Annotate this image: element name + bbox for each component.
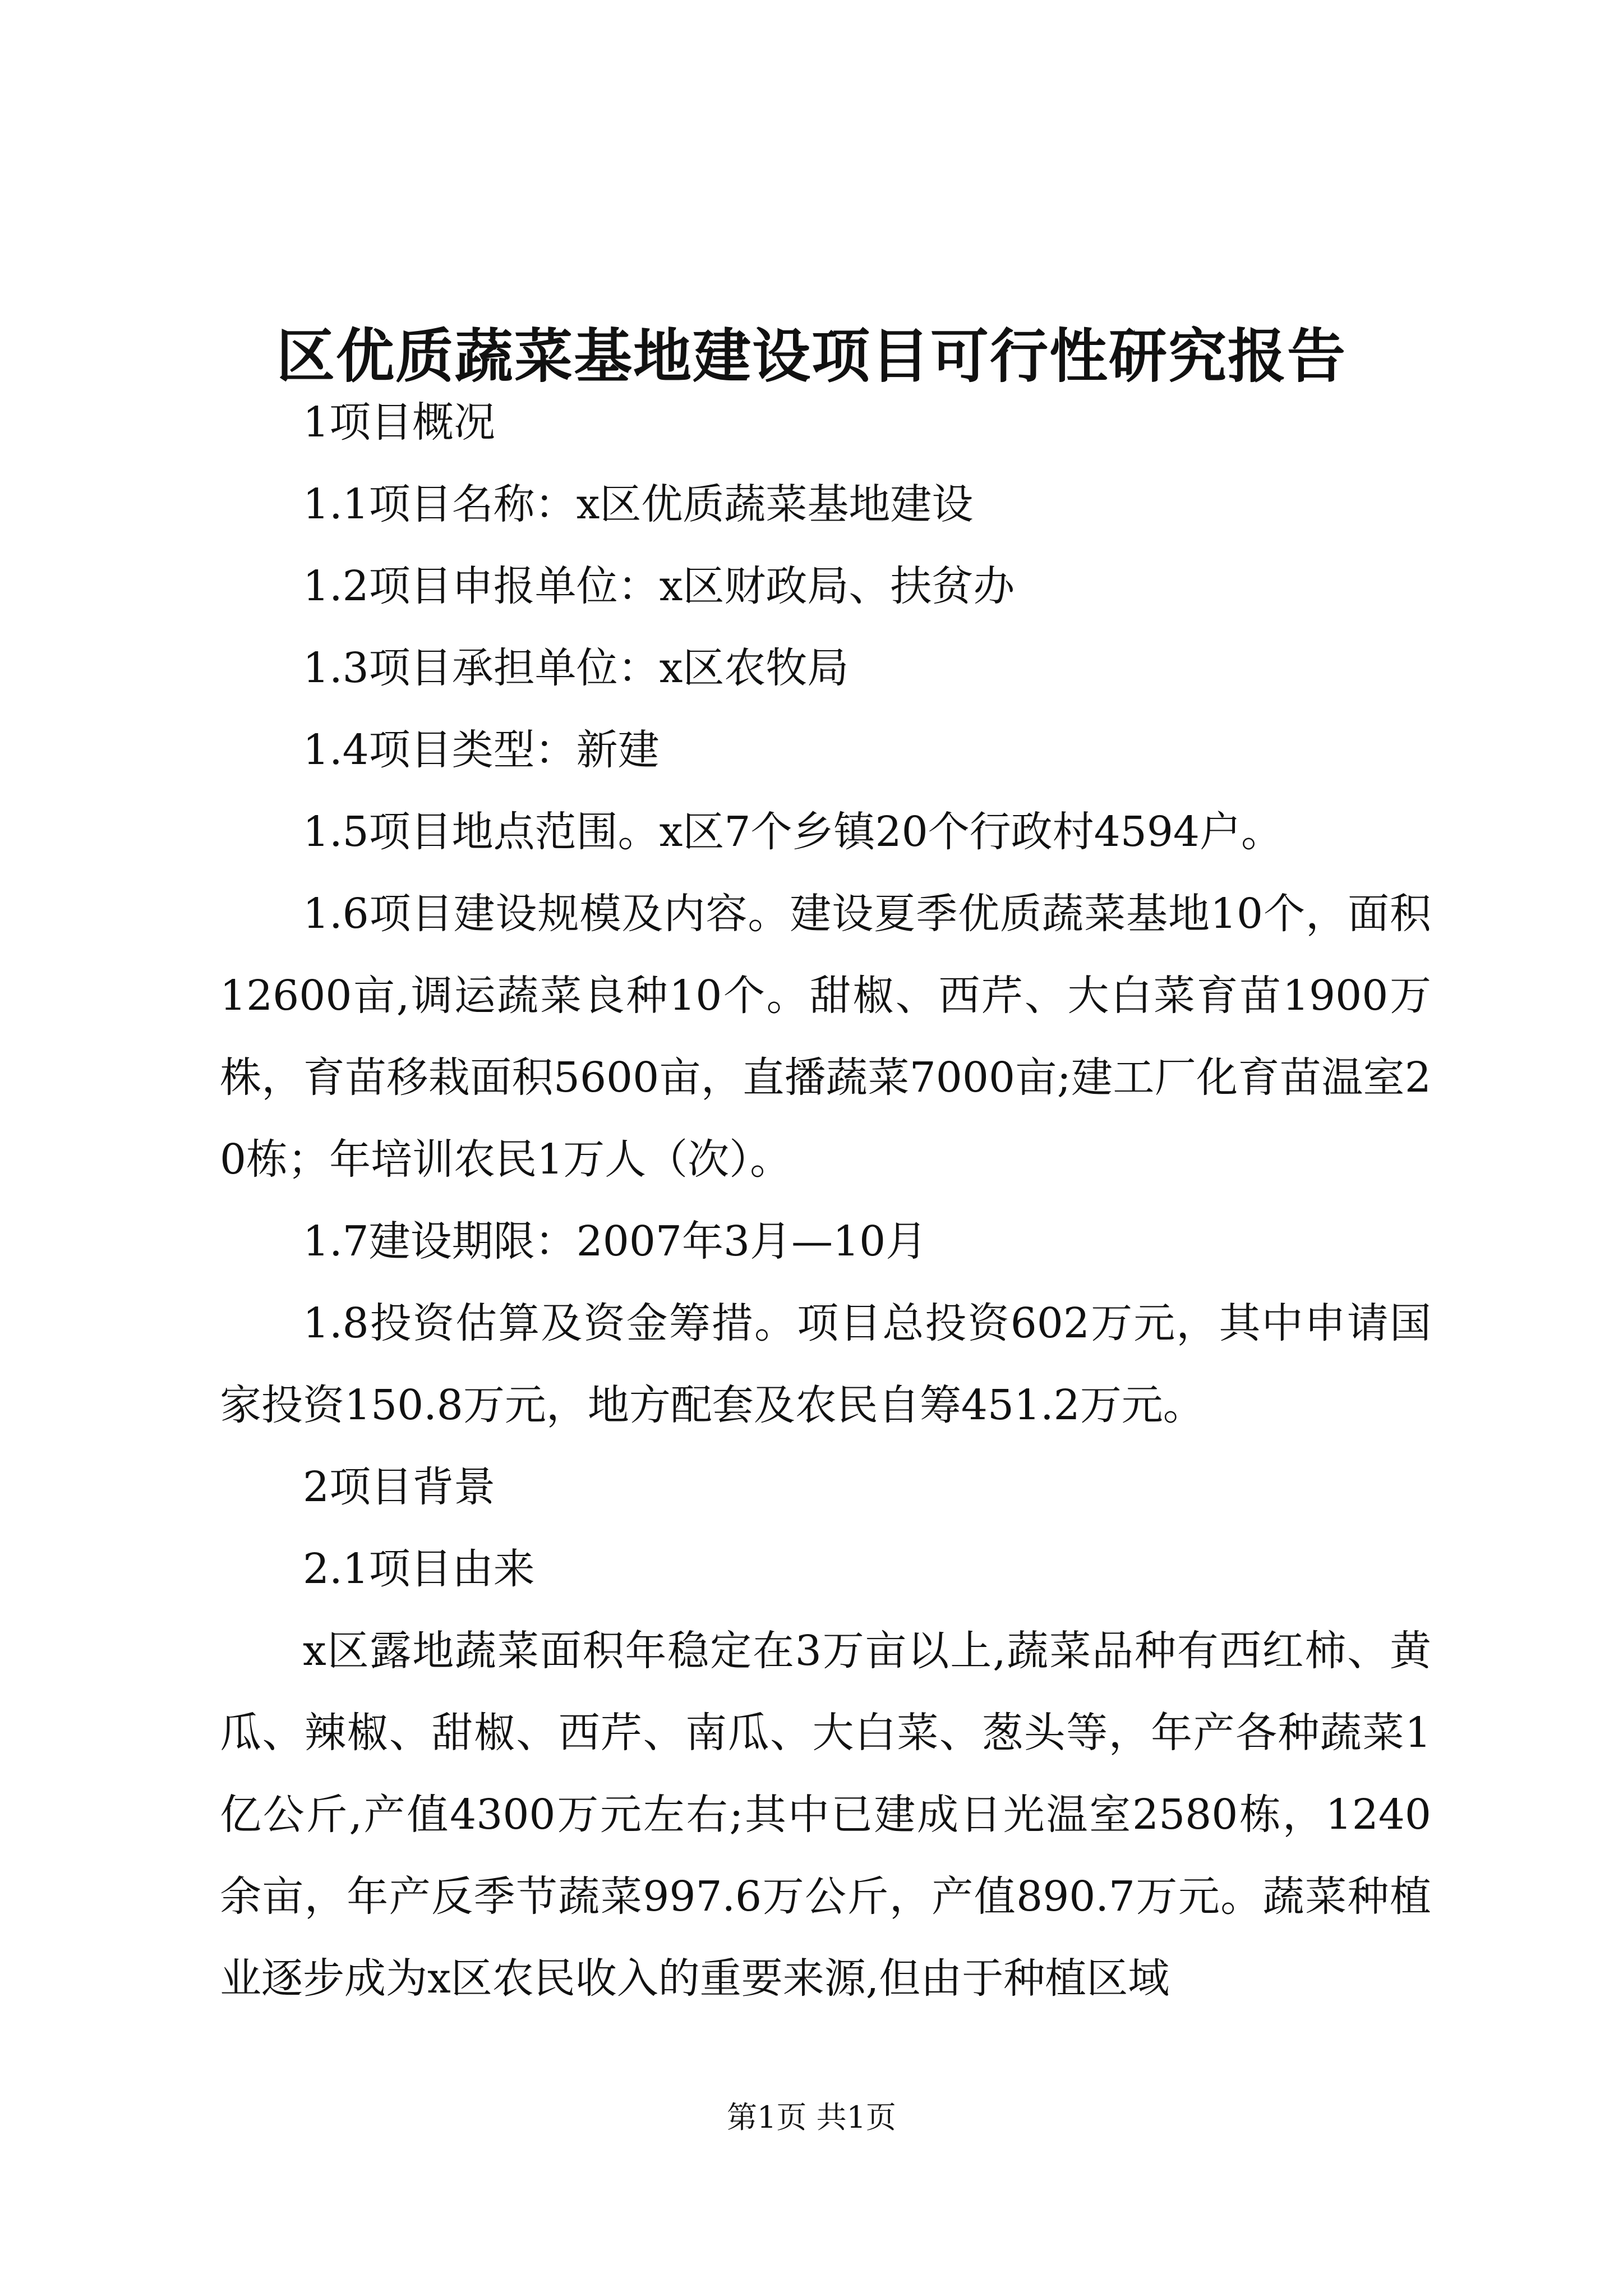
item-1-6: 1.6项目建设规模及内容。建设夏季优质蔬菜基地10个，面积12600亩,调运蔬菜良种10个。甜椒、西芹、大白菜育苗1900万株，育苗移栽面积5600亩，直播蔬菜7000亩;建工厂化育苗温室20栋；年培训农民1万人（次）。 [220, 890, 1431, 1184]
item-1-3: 1.3项目承担单位：x区农牧局 [303, 644, 849, 692]
item-1-7: 1.7建设期限：2007年3月—10月 [303, 1217, 928, 1266]
item-1-4: 1.4项目类型：新建 [303, 726, 660, 774]
section-heading-2: 2项目背景 [303, 1463, 496, 1511]
item-1-8: 1.8投资估算及资金筹措。项目总投资602万元，其中申请国家投资150.8万元，地方配套及农民自筹451.2万元。 [220, 1299, 1431, 1429]
item-2-1: 2.1项目由来 [303, 1545, 535, 1593]
item-1-2: 1.2项目申报单位：x区财政局、扶贫办 [303, 562, 1015, 610]
item-1-1: 1.1项目名称：x区优质蔬菜基地建设 [303, 480, 974, 528]
page-footer: 第1页 共1页 [727, 2100, 896, 2135]
body-paragraph: x区露地蔬菜面积年稳定在3万亩以上,蔬菜品种有西红柿、黄瓜、辣椒、甜椒、西芹、南瓜、大白菜、葱头等，年产各种蔬菜1亿公斤,产值4300万元左右;其中已建成日光温室2580栋，1240余亩，年产反季节蔬菜997.6万公斤，产值890.7万元。蔬菜种植业逐步成为x区农民收入的重要来源,但由于种植区域 [220, 1627, 1431, 2003]
item-1-5: 1.5项目地点范围。x区7个乡镇20个行政村4594户。 [303, 808, 1283, 856]
document-title: 区优质蔬菜基地建设项目可行性研究报告 [276, 321, 1347, 390]
document-body [220, 381, 1431, 2019]
section-heading-1: 1项目概况 [303, 398, 496, 447]
